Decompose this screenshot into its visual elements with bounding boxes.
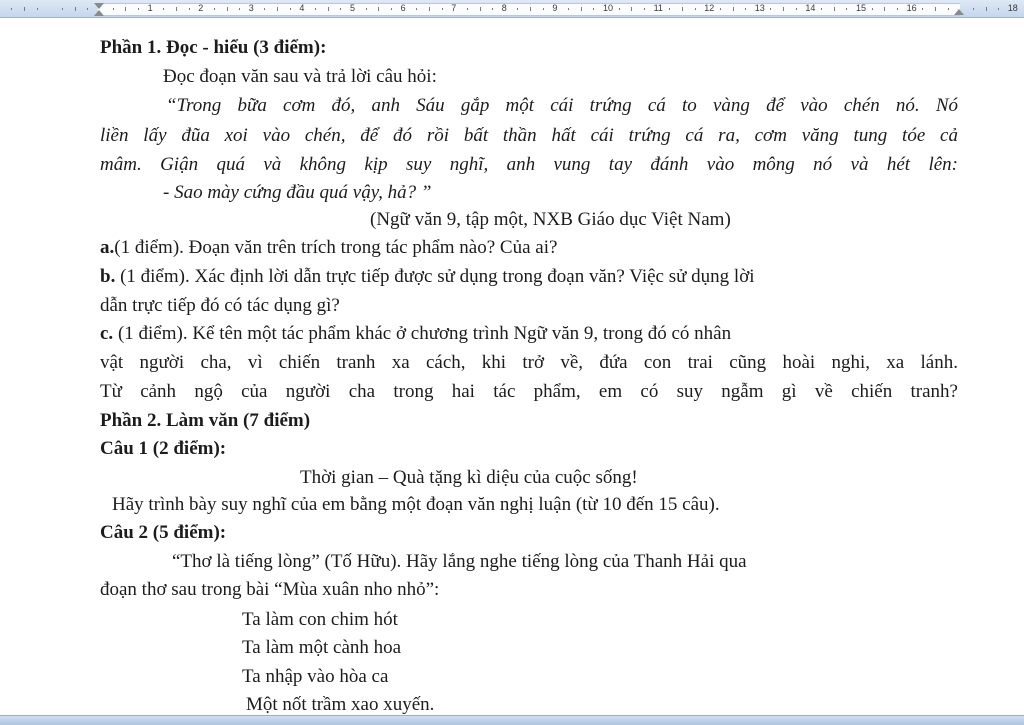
passage-source: (Ngữ văn 9, tập một, NXB Giáo dục Việt Nam) (370, 209, 731, 230)
poem-line: Ta nhập vào hòa ca (242, 666, 389, 687)
cau2-line: đoạn thơ sau trong bài “Mùa xuân nho nhỏ”: (100, 579, 440, 600)
ruler-tick (682, 7, 683, 11)
ruler-tick (11, 8, 12, 10)
right-indent-marker[interactable] (954, 9, 964, 15)
ruler-tick (366, 8, 367, 10)
ruler-tick (340, 8, 341, 10)
ruler-tick (113, 8, 114, 10)
cau1-task: Hãy trình bày suy nghĩ của em bằng một đoạn văn nghị luận (từ 10 đến 15 câu). (112, 494, 720, 515)
ruler-tick (429, 7, 430, 11)
ruler-number: 6 (400, 3, 406, 13)
question-b-points: (1 điểm). (115, 266, 190, 287)
first-line-indent-marker[interactable] (94, 3, 104, 9)
ruler-tick (492, 8, 493, 10)
question-c-line: Từ cảnh ngộ của người cha trong hai tác phẩm, em có suy ngẫm gì về chiến tranh? (100, 381, 958, 402)
cau1-topic: Thời gian – Quà tặng kì diệu của cuộc sống! (300, 467, 638, 488)
ruler-tick (239, 8, 240, 10)
ruler-number: 3 (248, 3, 254, 13)
ruler-tick (568, 8, 569, 10)
question-b-text: Xác định lời dẫn trực tiếp được sử dụng trong đoạn văn? Việc sử dụng lời (189, 266, 755, 287)
ruler-tick (328, 7, 329, 11)
ruler-tick (631, 7, 632, 11)
ruler-tick (315, 8, 316, 10)
ruler-tick (821, 8, 822, 10)
question-c-label: c. (100, 323, 114, 344)
question-c-line: vật người cha, vì chiến tranh xa cách, khi trở về, đứa con trai cũng hoài nghi, xa lánh. (100, 352, 958, 373)
ruler-tick (62, 8, 63, 10)
ruler-tick (543, 8, 544, 10)
ruler-tick (669, 8, 670, 10)
ruler-tick (75, 7, 76, 11)
ruler-number: 8 (501, 3, 507, 13)
ruler-tick (733, 7, 734, 11)
ruler-number: 13 (754, 3, 765, 13)
ruler-tick (884, 7, 885, 11)
reading-instruction: Đọc đoạn văn sau và trả lời câu hỏi: (163, 66, 437, 87)
ruler-number: 14 (805, 3, 816, 13)
ruler-tick (619, 8, 620, 10)
ruler-tick (24, 7, 25, 11)
horizontal-ruler[interactable] (0, 0, 1024, 18)
poem-line: Một nốt trầm xao xuyến. (246, 694, 435, 715)
question-a (100, 236, 960, 260)
passage-line: liền lấy đũa xoi vào chén, để đó rồi bất thần hất cái trứng cá ra, cơm văng tung tóe cả (100, 125, 958, 146)
passage-line: - Sao mày cứng đầu quá vậy, hả? ” (163, 182, 432, 203)
ruler-number: 7 (451, 3, 457, 13)
ruler-tick (872, 8, 873, 10)
question-c-line (100, 322, 960, 346)
horizontal-scrollbar[interactable] (0, 715, 1024, 725)
question-b-line: dẫn trực tiếp đó có tác dụng gì? (100, 295, 340, 316)
ruler-number: 16 (906, 3, 917, 13)
ruler-tick (834, 7, 835, 11)
ruler-tick (846, 8, 847, 10)
ruler-tick (176, 7, 177, 11)
ruler-tick (290, 8, 291, 10)
cau2-line: “Thơ là tiếng lòng” (Tố Hữu). Hãy lắng nghe tiếng lòng của Thanh Hải qua (172, 551, 747, 572)
ruler-tick (517, 8, 518, 10)
ruler-tick (227, 7, 228, 11)
ruler-tick (480, 7, 481, 11)
ruler-tick (87, 8, 88, 10)
ruler-number: 4 (299, 3, 305, 13)
hanging-indent-marker[interactable] (94, 10, 104, 16)
ruler-tick (973, 8, 974, 10)
ruler-tick (770, 8, 771, 10)
poem-line: Ta làm một cành hoa (242, 637, 402, 658)
ruler-tick (277, 7, 278, 11)
ruler-tick (935, 7, 936, 11)
ruler-tick (695, 8, 696, 10)
ruler-tick (783, 7, 784, 11)
ruler-tick (581, 7, 582, 11)
question-b-label: b. (100, 266, 116, 287)
question-a-label: a. (100, 237, 115, 258)
part1-heading: Phần 1. Đọc - hiểu (3 điểm): (100, 37, 327, 58)
ruler-tick (189, 8, 190, 10)
ruler-tick (391, 8, 392, 10)
ruler-tick (593, 8, 594, 10)
ruler-tick (37, 8, 38, 10)
ruler-number: 12 (704, 3, 715, 13)
ruler-tick (745, 8, 746, 10)
ruler-tick (897, 8, 898, 10)
ruler-tick (530, 7, 531, 11)
poem-line: Ta làm con chim hót (242, 609, 398, 630)
question-b-line (100, 265, 960, 289)
question-c-text: (1 điểm). Kể tên một tác phẩm khác ở chương trình Ngữ văn 9, trong đó có nhân (113, 323, 732, 344)
ruler-tick (720, 8, 721, 10)
question-a-text: (1 điểm). Đoạn văn trên trích trong tác phẩm nào? Của ai? (114, 237, 558, 258)
ruler-tick (163, 8, 164, 10)
passage-line: “Trong bữa cơm đó, anh Sáu gắp một cái trứng cá to vàng để vào chén nó. Nó (166, 95, 958, 116)
ruler-number: 2 (198, 3, 204, 13)
ruler-tick (998, 8, 999, 10)
part2-heading: Phần 2. Làm văn (7 điểm) (100, 410, 311, 431)
ruler-ticks (0, 0, 1024, 17)
ruler-tick (796, 8, 797, 10)
ruler-number: 18 (1007, 3, 1018, 13)
cau1-heading: Câu 1 (2 điểm): (100, 438, 227, 459)
ruler-number: 9 (552, 3, 558, 13)
ruler-number: 5 (350, 3, 356, 13)
ruler-tick (125, 7, 126, 11)
ruler-number: 11 (653, 3, 663, 13)
ruler-tick (467, 8, 468, 10)
ruler-tick (644, 8, 645, 10)
document-page[interactable] (0, 18, 1024, 716)
ruler-tick (986, 7, 987, 11)
cau2-heading: Câu 2 (5 điểm): (100, 522, 227, 543)
ruler-number: 10 (603, 3, 614, 13)
ruler-number: 1 (147, 3, 153, 13)
ruler-tick (214, 8, 215, 10)
passage-line: mâm. Giận quá và không kịp suy nghĩ, anh vung tay đánh vào mông nó và hét lên: (100, 154, 958, 175)
ruler-tick (138, 8, 139, 10)
ruler-tick (442, 8, 443, 10)
ruler-tick (948, 8, 949, 10)
ruler-tick (416, 8, 417, 10)
ruler-tick (378, 7, 379, 11)
ruler-tick (922, 8, 923, 10)
ruler-tick (264, 8, 265, 10)
ruler-number: 15 (856, 3, 867, 13)
